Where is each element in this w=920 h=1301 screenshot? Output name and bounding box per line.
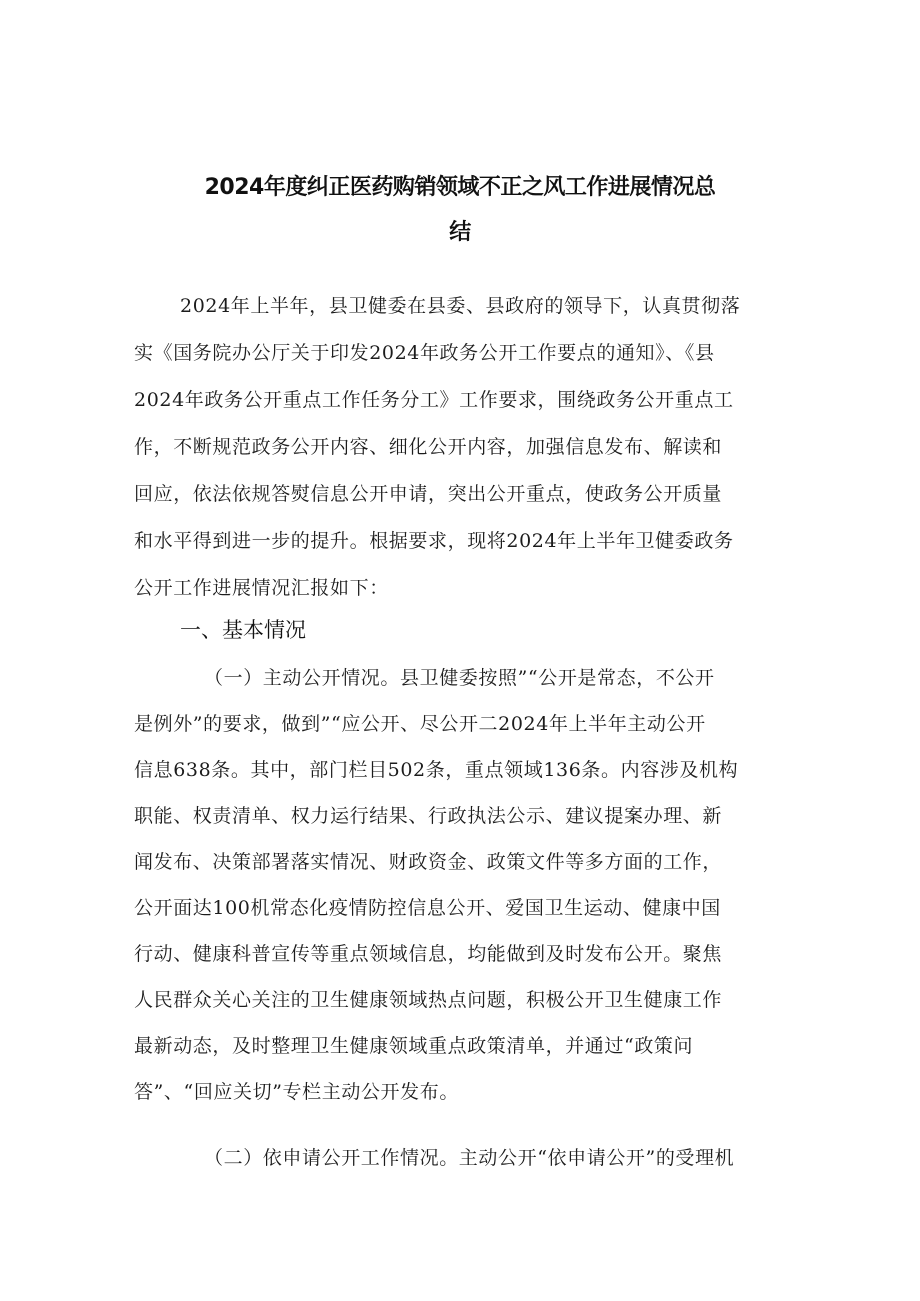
- subsection-line: 是例外”的要求，做到”“应公开、尽公开二2024年上半年主动公开: [134, 713, 706, 735]
- intro-line: 公开工作进展情况汇报如下：: [134, 577, 389, 599]
- document-title-line-2: 结: [449, 220, 471, 245]
- intro-line: 实《国务院办公厅关于印发2024年政务公开工作要点的通知》、《县: [134, 342, 715, 364]
- subsection-line: 闻发布、决策部署落实情况、财政资金、政策文件等多方面的工作，: [134, 851, 723, 873]
- subsection-line: 职能、权责清单、权力运行结果、行政执法公示、建议提案办理、新: [134, 805, 723, 827]
- subsection-line: （一）主动公开情况。县卫健委按照”“公开是常态，不公开: [204, 667, 715, 689]
- section-heading: 一、基本情况: [180, 618, 306, 642]
- intro-line: 回应，依法依规答熨信息公开申请，突出公开重点，使政务公开质量: [134, 483, 723, 505]
- intro-line: 和水平得到进一步的提升。根据要求，现将2024年上半年卫健委政务: [134, 530, 734, 552]
- intro-line: 2024年政务公开重点工作任务分工》工作要求，围绕政务公开重点工: [134, 389, 734, 411]
- subsection-line: 信息638条。其中，部门栏目502条，重点领域136条。内容涉及机构: [134, 759, 739, 781]
- document-title-line-1: 2024年度纠正医药购销领域不正之风工作进展情况总: [204, 175, 716, 200]
- intro-line: 作，不断规范政务公开内容、细化公开内容，加强信息发布、解读和: [134, 436, 723, 458]
- intro-line: 2024年上半年，县卫健委在县委、县政府的领导下，认真贯彻落: [180, 295, 741, 317]
- subsection-line: 行动、健康科普宣传等重点领域信息，均能做到及时发布公开。聚焦: [134, 943, 723, 965]
- subsection-line: 最新动态，及时整理卫生健康领域重点政策清单，并通过“政策问: [134, 1035, 694, 1057]
- subsection-line: 公开面达100机常态化疫情防控信息公开、爱国卫生运动、健康中国: [134, 897, 721, 919]
- subsection-line: 答”、“回应关切”专栏主动公开发布。: [134, 1081, 459, 1103]
- subsection-line: 人民群众关心关注的卫生健康领域热点问题，积极公开卫生健康工作: [134, 989, 723, 1011]
- subsection-line: （二）依申请公开工作情况。主动公开“依申请公开”的受理机: [204, 1147, 735, 1169]
